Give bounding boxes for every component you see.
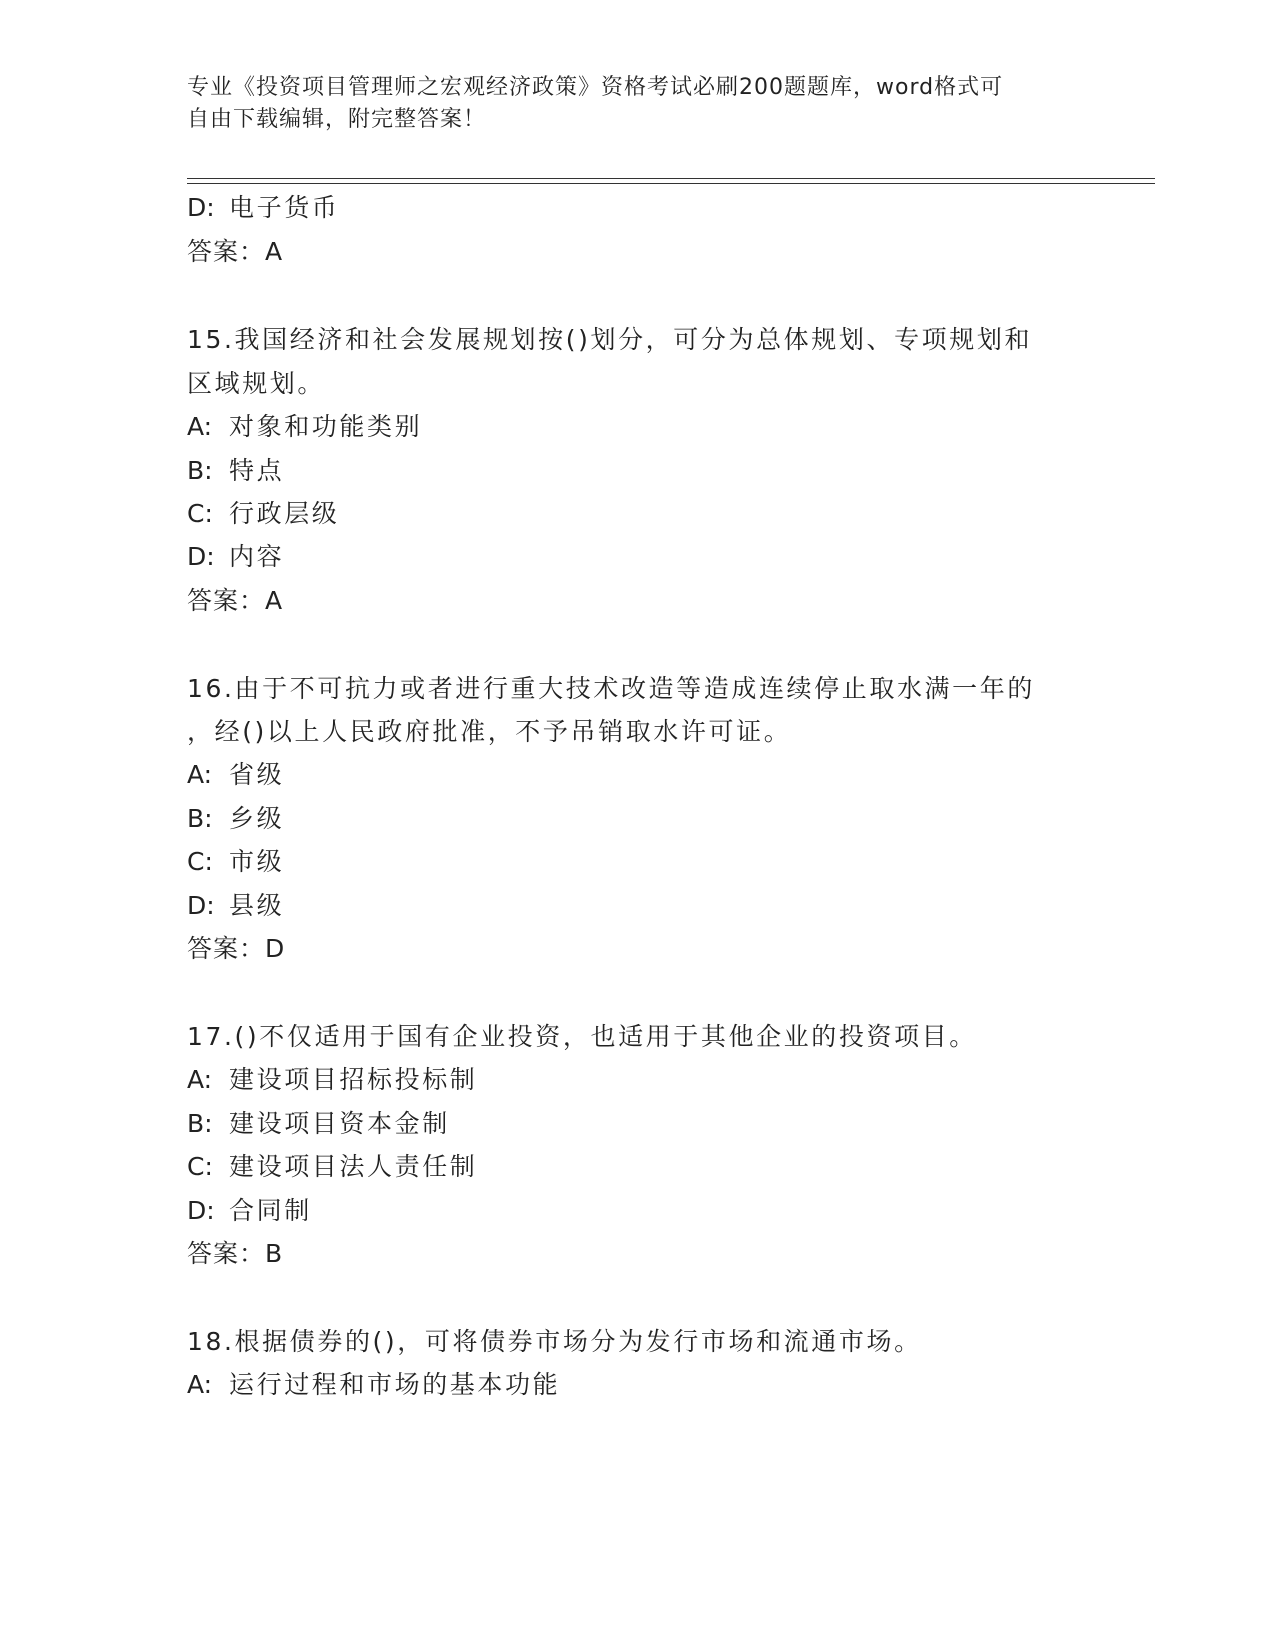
option-letter: D: xyxy=(187,1196,215,1225)
option-d-carryover xyxy=(187,192,339,224)
question-17-option-c xyxy=(187,1151,477,1183)
answer-carryover: 答案：A xyxy=(187,237,284,266)
option-letter: A: xyxy=(187,412,213,441)
option-text: 乡级 xyxy=(229,804,285,833)
question-16-option-d xyxy=(187,890,284,922)
option-text: 县级 xyxy=(229,891,285,920)
option-letter: D: xyxy=(187,891,215,920)
question-16-option-a xyxy=(187,759,284,791)
option-text: 运行过程和市场的基本功能 xyxy=(229,1370,561,1399)
question-15-answer: 答案：A xyxy=(187,586,284,615)
option-text: 内容 xyxy=(229,542,285,571)
option-text: 市级 xyxy=(229,847,285,876)
option-text: 行政层级 xyxy=(229,499,340,528)
option-letter: B: xyxy=(187,804,213,833)
question-17-option-b xyxy=(187,1108,450,1140)
option-letter: A: xyxy=(187,1065,213,1094)
option-letter: A: xyxy=(187,760,213,789)
question-17-stem-line-1: 17.()不仅适用于国有企业投资，也适用于其他企业的投资项目。 xyxy=(187,1022,977,1051)
question-15-option-a xyxy=(187,411,422,443)
question-17-option-a xyxy=(187,1064,477,1096)
question-18-stem-line-1: 18.根据债券的()，可将债券市场分为发行市场和流通市场。 xyxy=(187,1327,922,1356)
option-text: 省级 xyxy=(229,760,285,789)
question-15-option-d xyxy=(187,541,284,573)
question-17-answer: 答案：B xyxy=(187,1239,284,1268)
header-divider-bottom xyxy=(187,183,1155,184)
option-letter: C: xyxy=(187,499,213,528)
option-letter: A: xyxy=(187,1370,213,1399)
question-15-option-c xyxy=(187,498,339,530)
option-text: 建设项目招标投标制 xyxy=(229,1065,478,1094)
option-letter: C: xyxy=(187,1152,213,1181)
option-letter: C: xyxy=(187,847,213,876)
option-text: 特点 xyxy=(229,456,285,485)
question-16-option-c xyxy=(187,846,284,878)
option-text: 建设项目资本金制 xyxy=(229,1109,450,1138)
question-16-answer: 答案：D xyxy=(187,934,286,963)
option-text: 电子货币 xyxy=(229,193,340,222)
option-letter: D: xyxy=(187,542,215,571)
option-text: 建设项目法人责任制 xyxy=(229,1152,478,1181)
option-letter: B: xyxy=(187,456,213,485)
option-letter: D: xyxy=(187,193,215,222)
document-header xyxy=(187,72,1067,136)
question-16-option-b xyxy=(187,803,284,835)
header-divider-top xyxy=(187,178,1155,179)
option-letter: B: xyxy=(187,1109,213,1138)
header-line-1: 专业《投资项目管理师之宏观经济政策》资格考试必刷200题题库，word格式可 xyxy=(187,75,1004,100)
option-text: 对象和功能类别 xyxy=(229,412,423,441)
question-15-stem-line-1: 15.我国经济和社会发展规划按()划分，可分为总体规划、专项规划和 xyxy=(187,325,1033,354)
question-17-option-d xyxy=(187,1195,312,1227)
question-16-stem-line-1: 16.由于不可抗力或者进行重大技术改造等造成连续停止取水满一年的 xyxy=(187,674,1035,703)
question-15-stem-line-2: 区域规划。 xyxy=(187,369,326,398)
question-15-option-b xyxy=(187,455,284,487)
header-line-2: 自由下载编辑，附完整答案！ xyxy=(187,107,487,132)
question-18-option-a xyxy=(187,1369,560,1401)
question-16-stem-line-2: ，经()以上人民政府批准，不予吊销取水许可证。 xyxy=(187,717,792,746)
option-text: 合同制 xyxy=(229,1196,312,1225)
